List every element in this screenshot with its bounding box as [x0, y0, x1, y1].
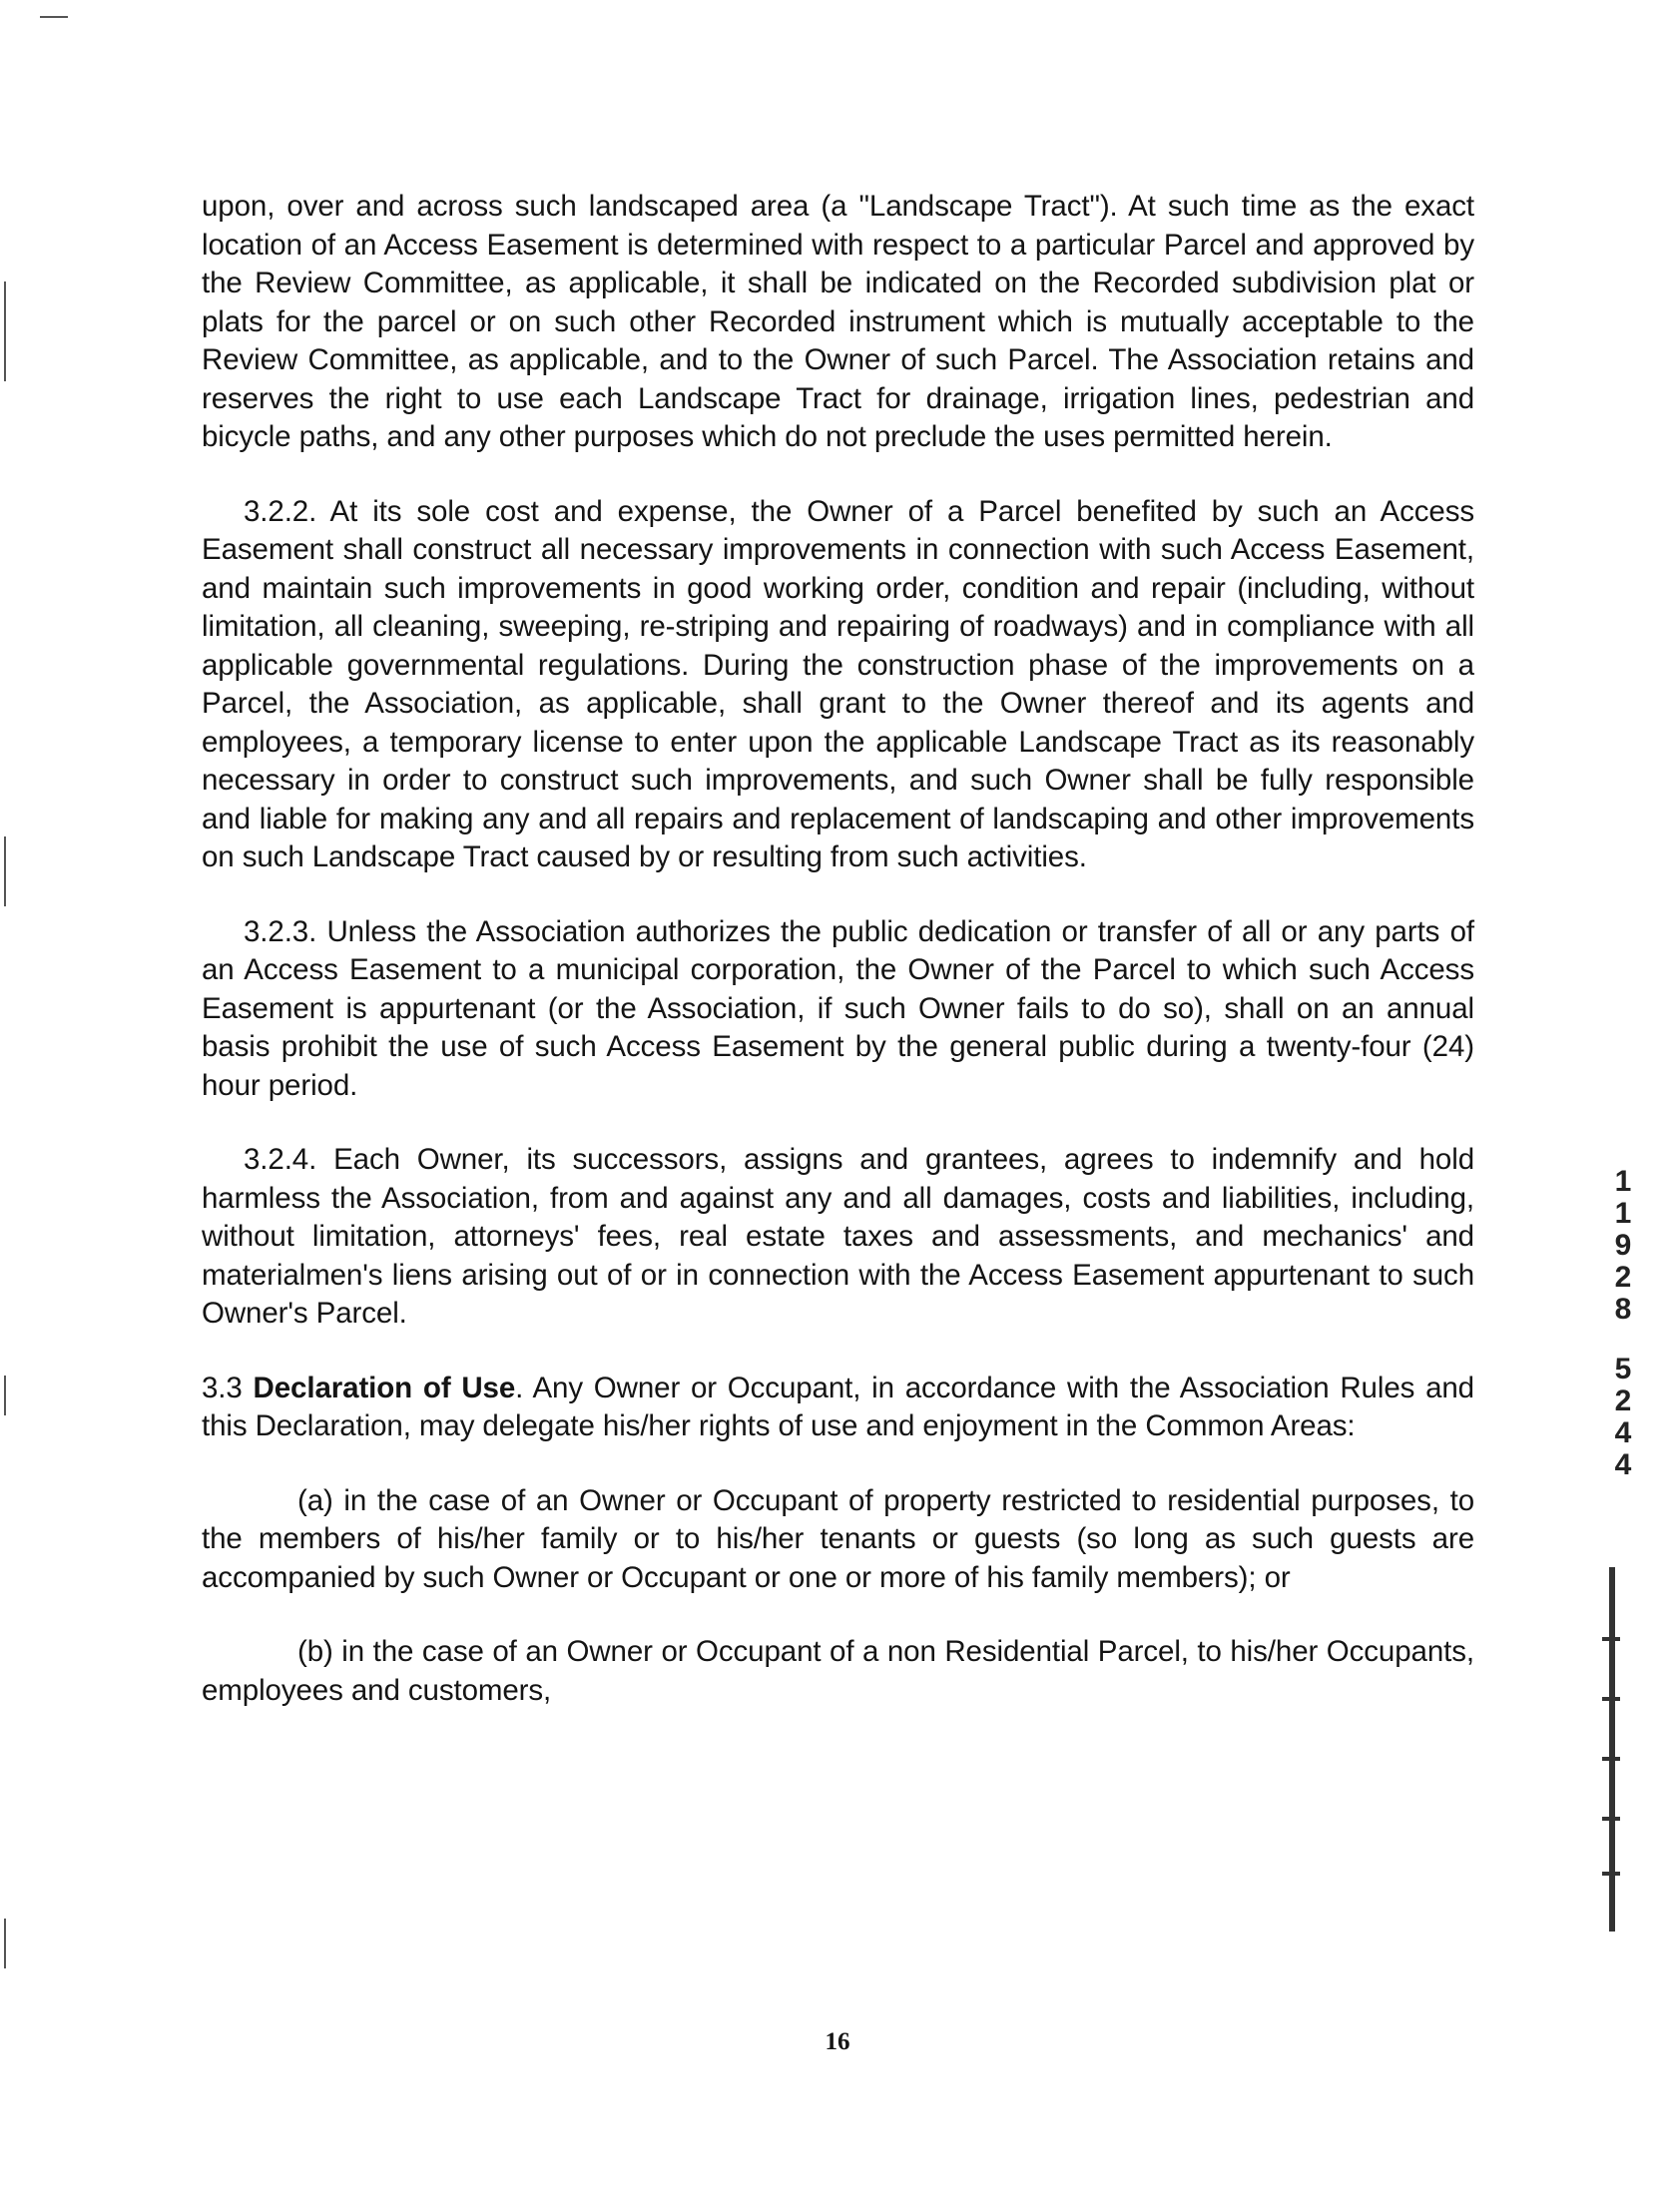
stamp-digit: 8 [1614, 1293, 1632, 1326]
document-body [202, 188, 1474, 1746]
scan-mark [4, 1376, 6, 1415]
barcode-tick [1602, 1637, 1620, 1641]
stamp-digit: 2 [1614, 1384, 1632, 1417]
barcode-tick [1602, 1817, 1620, 1821]
stamp-digit: 5 [1614, 1353, 1632, 1385]
paragraph-item-a: (a) in the case of an Owner or Occupant of property restricted to residential purposes, to the members of his/her family or to his/her tenants or guests (so long as such guests are accompanied by such Owner or Occupant or one or more of his family members); or [202, 1483, 1474, 1594]
paragraph-3-2-3: 3.2.3. Unless the Association authorizes the public dedication or transfer of all or any parts of an Access Easement to a municipal corporation, the Owner of the Parcel to which such Access Easement is appurtenant (or the Association, if such Owner fails to do so), shall on an annual basis prohibit the use of such Access Easement by the general public during a twenty-four (24) hour period. [202, 914, 1474, 1102]
barcode-tick [1602, 1872, 1620, 1876]
stamp-digit: 1 [1614, 1197, 1632, 1230]
stamp-gap [1603, 1326, 1643, 1354]
page-number: 16 [825, 2028, 850, 2055]
barcode-tick [1602, 1757, 1620, 1761]
paragraph-landscape-tract: upon, over and across such landscaped area (a "Landscape Tract"). At such time as the exact location of an Access Easement is determined with respect to a particular Parcel and approved by the Review Committee, as applicable, it shall be indicated on the Recorded subdivision plat or plats for the parcel or on such other Recorded instrument which is mutually acceptable to the Review Committee, as applicable, and to the Owner of such Parcel. The Association retains and reserves the right to use each Landscape Tract for drainage, irrigation lines, pedestrian and bicycle paths, and any other purposes which do not preclude the uses permitted herein. [202, 190, 1474, 453]
stamp-digit: 1 [1614, 1165, 1632, 1198]
scan-mark [4, 281, 6, 381]
scan-mark [4, 1919, 6, 1968]
section-text: . Any Owner or Occupant, in accordance with the Association Rules and this Declaration, may delegate his/her rights of use and enjoyment in the Common Areas: [202, 1371, 1474, 1442]
paragraph-3-3 [202, 1370, 1474, 1446]
barcode-tick [1602, 1697, 1620, 1701]
stamp-digit: 2 [1614, 1261, 1632, 1294]
scan-mark [40, 16, 68, 18]
section-heading: Declaration of Use [253, 1371, 516, 1404]
section-number: 3.3 [202, 1371, 243, 1404]
paragraph-item-b: (b) in the case of an Owner or Occupant of a non Residential Parcel, to his/her Occupants, employees and customers, [202, 1635, 1474, 1707]
scan-mark [4, 836, 6, 906]
barcode-bar [1609, 1567, 1615, 1932]
paragraph-3-2-2: 3.2.2. At its sole cost and expense, the Owner of a Parcel benefited by such an Access Easement shall construct all necessary improvements in connection with such Access Easement, and maintain such improvements in good working order, condition and repair (including, without limitation, all cleaning, sweeping, re-striping and repairing of roadways) and in compliance with all applicable governmental regulations. During the construction phase of the improvements on a Parcel, the Association, as applicable, shall grant to the Owner thereof and its agents and employees, a temporary license to enter upon the applicable Landscape Tract as its reasonably necessary in order to construct such improvements, and such Owner shall be fully responsible and liable for making any and all repairs and replacement of landscaping and other improvements on such Landscape Tract caused by or resulting from such activities. [202, 494, 1474, 873]
stamp-digit: 9 [1614, 1229, 1632, 1262]
recording-stamp [1603, 1166, 1643, 1481]
stamp-digit: 4 [1614, 1448, 1632, 1481]
stamp-digit: 4 [1614, 1416, 1632, 1449]
paragraph-3-2-4: 3.2.4. Each Owner, its successors, assigns and grantees, agrees to indemnify and hold harmless the Association, from and against any and all damages, costs and liabilities, including, without limitation, attorneys' fees, real estate taxes and assessments, and mechanics' and materialmen's liens arising out of or in connection with the Access Easement appurtenant to such Owner's Parcel. [202, 1143, 1474, 1330]
